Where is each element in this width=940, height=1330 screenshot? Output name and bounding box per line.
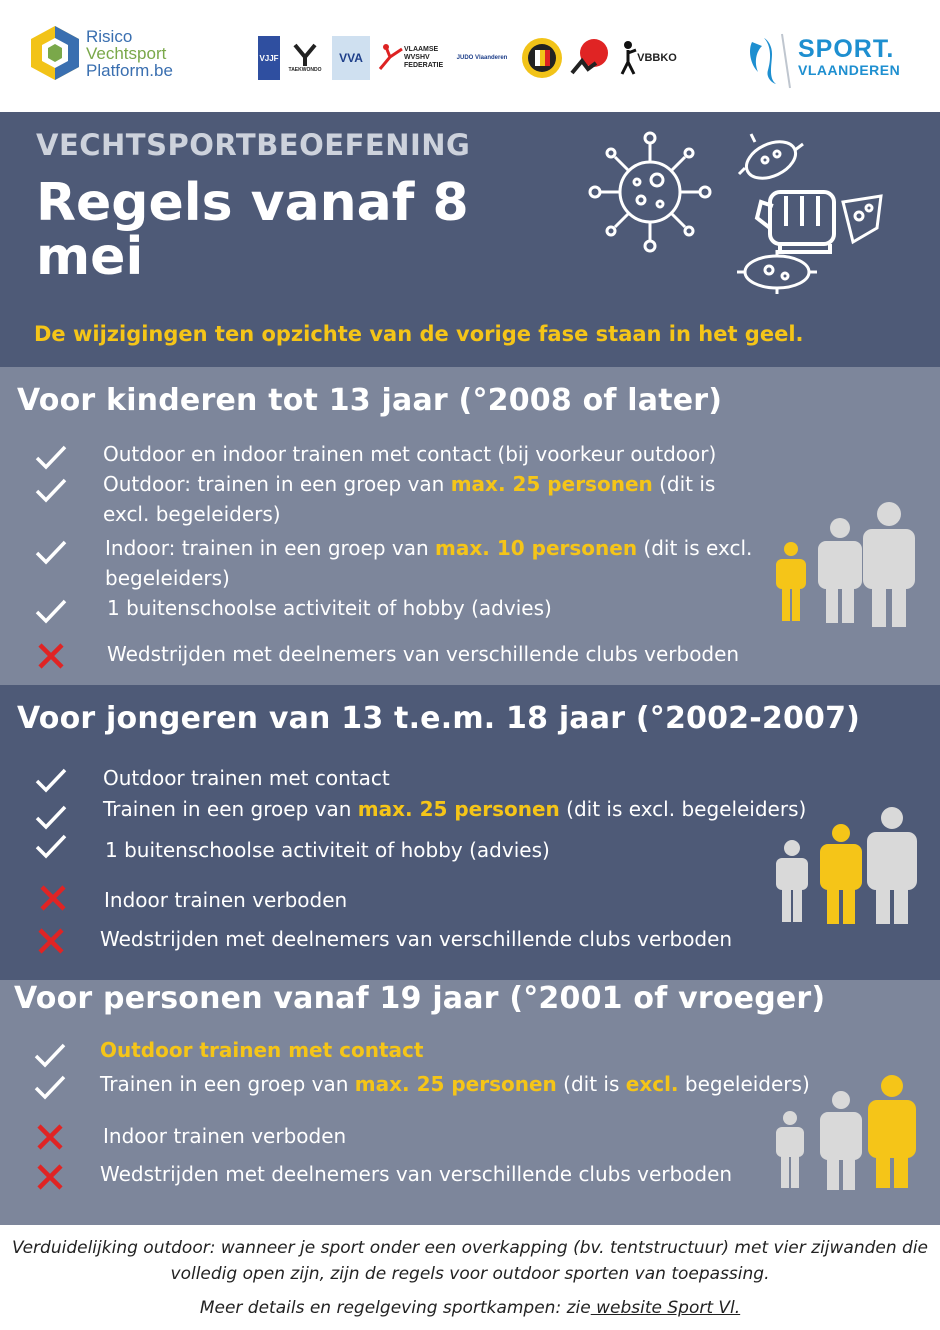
check-icon bbox=[33, 1072, 67, 1102]
virus-icon bbox=[590, 133, 710, 251]
risico-vechtsport-logo[interactable] bbox=[28, 24, 198, 84]
rule-item bbox=[100, 1159, 780, 1189]
rule-text: Wedstrijden met deelnemers van verschillende clubs verboden bbox=[100, 1162, 733, 1186]
rule-text: Wedstrijden met deelnemers van verschillende clubs verboden bbox=[100, 927, 733, 951]
person-icon bbox=[776, 542, 806, 621]
rule-text-after: (dit is bbox=[556, 1072, 626, 1096]
section-title: Voor kinderen tot 13 jaar (°2008 of later) bbox=[17, 383, 723, 418]
rule-item bbox=[107, 593, 787, 623]
rule-item bbox=[103, 1121, 783, 1151]
rule-item bbox=[104, 885, 784, 915]
rvp-line3: Platform.be bbox=[86, 61, 173, 80]
header bbox=[0, 0, 940, 112]
flemish-lion-icon bbox=[742, 30, 794, 90]
rvp-line1: Risico bbox=[86, 27, 133, 46]
person-icon bbox=[776, 840, 808, 922]
sport-logo-text bbox=[798, 36, 900, 78]
cross-icon bbox=[34, 641, 68, 671]
rule-highlight: max. 25 personen bbox=[354, 1072, 557, 1096]
check-icon bbox=[33, 1040, 67, 1070]
rule-text-after: (dit is excl. begeleiders) bbox=[105, 536, 753, 590]
footer-line2: volledig open zijn, zijn de regels voor outdoor sporten van toepassing. bbox=[170, 1264, 770, 1284]
rvp-logo-text bbox=[86, 28, 173, 79]
rule-highlight: Outdoor trainen met contact bbox=[100, 1038, 424, 1062]
rule-highlight-2: excl. bbox=[625, 1072, 679, 1096]
rule-item bbox=[103, 439, 783, 469]
check-icon bbox=[34, 831, 68, 861]
kicker: VECHTSPORTBEOEFENING bbox=[36, 128, 471, 162]
rule-item bbox=[100, 924, 780, 954]
rule-item bbox=[107, 639, 787, 669]
rule-item bbox=[105, 835, 785, 865]
sport-line1: SPORT. bbox=[798, 35, 895, 63]
check-icon bbox=[34, 475, 68, 505]
section-volwassenen bbox=[0, 980, 940, 1225]
person-icon bbox=[818, 518, 862, 623]
sport-line2: VLAANDEREN bbox=[798, 62, 901, 78]
rvp-line2: Vechtsport bbox=[86, 44, 167, 63]
taekwondo-label: TAEKWONDO bbox=[288, 67, 322, 73]
people-illustration bbox=[770, 1072, 920, 1190]
taekwondo-icon bbox=[292, 43, 318, 67]
boks-logo[interactable] bbox=[520, 36, 564, 80]
vjjf-label: VJJF bbox=[259, 53, 279, 63]
check-icon bbox=[34, 537, 68, 567]
vva-label: VVA bbox=[339, 51, 363, 65]
vkf-logo[interactable] bbox=[568, 36, 612, 80]
person-icon bbox=[820, 824, 862, 924]
person-icon bbox=[868, 1075, 916, 1188]
hexagon-logo-icon bbox=[28, 24, 82, 82]
footer-prefix: Meer details en regelgeving sportkampen: zie bbox=[199, 1298, 591, 1318]
rule-item bbox=[100, 1069, 820, 1099]
vjjf-logo[interactable] bbox=[258, 36, 280, 80]
check-icon bbox=[34, 442, 68, 472]
vbbko-logo[interactable] bbox=[616, 36, 680, 80]
person-icon bbox=[867, 807, 917, 924]
hero-illustration bbox=[585, 130, 895, 295]
rule-text: 1 buitenschoolse activiteit of hobby (advies) bbox=[105, 838, 550, 862]
kick-icon bbox=[378, 43, 404, 73]
wvshv-logo[interactable] bbox=[376, 36, 446, 80]
section-jongeren bbox=[0, 685, 940, 980]
section-title: Voor personen vanaf 19 jaar (°2001 of vroeger) bbox=[14, 981, 826, 1016]
people-illustration bbox=[770, 800, 920, 925]
federation-logos bbox=[256, 36, 681, 80]
section-kinderen bbox=[0, 367, 940, 685]
check-icon bbox=[34, 765, 68, 795]
rule-text: Trainen in een groep van bbox=[103, 797, 358, 821]
boxing-badge-icon bbox=[521, 37, 563, 79]
rule-text: Outdoor trainen met contact bbox=[103, 766, 390, 790]
sport-vlaanderen-logo[interactable] bbox=[742, 30, 912, 90]
cross-icon bbox=[33, 1162, 67, 1192]
rule-text-after-2: begeleiders) bbox=[678, 1072, 810, 1096]
taekwondo-logo[interactable] bbox=[288, 36, 322, 80]
rule-text: 1 buitenschoolse activiteit of hobby (advies) bbox=[107, 596, 552, 620]
website-sport-link[interactable]: website Sport Vl. bbox=[590, 1298, 741, 1318]
people-illustration bbox=[770, 497, 920, 627]
rule-item bbox=[103, 469, 763, 529]
karate-icon bbox=[568, 37, 612, 79]
person-icon bbox=[820, 1091, 862, 1190]
vbbko-label: VBBKO bbox=[637, 52, 677, 64]
judo-logo[interactable] bbox=[454, 36, 510, 80]
rule-text: Wedstrijden met deelnemers van verschillende clubs verboden bbox=[107, 642, 740, 666]
rule-text: Indoor: trainen in een groep van bbox=[105, 536, 436, 560]
section-title: Voor jongeren van 13 t.e.m. 18 jaar (°2002-2007) bbox=[17, 701, 861, 736]
check-icon bbox=[34, 596, 68, 626]
rule-text: Outdoor: trainen in een groep van bbox=[103, 472, 451, 496]
fist-icon bbox=[757, 192, 834, 252]
footer bbox=[0, 1225, 940, 1330]
rule-item bbox=[100, 1035, 780, 1065]
person-icon bbox=[863, 502, 915, 627]
page-title: Regels vanaf 8 mei bbox=[36, 173, 469, 287]
footer-line1: Verduidelijking outdoor: wanneer je sport onder een overkapping (bv. tentstructuur) met vier zijwanden die bbox=[11, 1238, 929, 1258]
check-icon bbox=[34, 802, 68, 832]
rule-item bbox=[103, 763, 783, 793]
rule-item bbox=[105, 533, 755, 593]
rule-text: Indoor trainen verboden bbox=[104, 888, 348, 912]
subtitle: De wijzigingen ten opzichte van de vorige fase staan in het geel. bbox=[34, 322, 804, 346]
rule-item bbox=[103, 794, 823, 824]
footer-line3 bbox=[0, 1295, 940, 1321]
rule-highlight: max. 25 personen bbox=[357, 797, 560, 821]
vva-logo[interactable] bbox=[332, 36, 370, 80]
person-icon bbox=[776, 1111, 804, 1188]
hero-banner bbox=[0, 112, 940, 367]
wvshv-label: VLAAMSE WVSHV FEDERATIE bbox=[404, 46, 444, 69]
cross-icon bbox=[34, 926, 68, 956]
rule-text: Indoor trainen verboden bbox=[103, 1124, 347, 1148]
rule-text-after: (dit is excl. begeleiders) bbox=[559, 797, 807, 821]
rule-text: Trainen in een groep van bbox=[100, 1072, 355, 1096]
rule-text-after: (dit is excl. begeleiders) bbox=[103, 472, 716, 526]
cross-icon bbox=[33, 1122, 67, 1152]
cross-icon bbox=[36, 883, 70, 913]
rule-highlight: max. 10 personen bbox=[435, 536, 638, 560]
rule-text: Outdoor en indoor trainen met contact (bij voorkeur outdoor) bbox=[103, 442, 717, 466]
fighter-icon bbox=[619, 40, 637, 76]
judo-label: JUDO Vlaanderen bbox=[456, 55, 508, 61]
rule-highlight: max. 25 personen bbox=[450, 472, 653, 496]
